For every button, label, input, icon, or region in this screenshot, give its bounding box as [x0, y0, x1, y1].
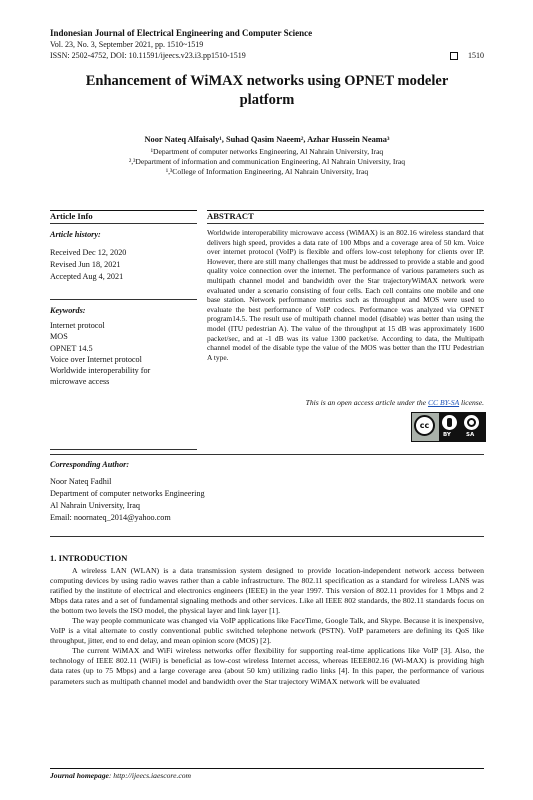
- divider: [50, 299, 197, 300]
- article-history-heading: Article history:: [50, 230, 101, 239]
- paper-title: [50, 72, 484, 110]
- accepted-date: Accepted Aug 4, 2021: [50, 272, 124, 281]
- affiliation-1: ¹Department of computer networks Engineering, Al Nahrain University, Iraq: [150, 147, 384, 156]
- affiliation-2: ²,³Department of information and communication Engineering, Al Nahrain University, Iraq: [128, 157, 406, 166]
- license-note: [207, 398, 484, 407]
- title-line-2: platform: [239, 92, 295, 108]
- attribution-icon: [442, 415, 457, 430]
- volume-line: Vol. 23, No. 3, September 2021, pp. 1510~1519: [50, 40, 204, 49]
- corresponding-author-heading: Corresponding Author:: [50, 460, 130, 469]
- abstract-text: Worldwide interoperability microwave access (WiMAX) is an 802.16 wireless standard that delivers high speed, provides a data rate of 100 Mbps and a coverage area of 50 km. Voice over internet protocol (VoIP) is flexible and offers low-cost telephony for clients over IP. However, there are still many challenges that must be addressed to provide a stable and good quality voice connection over the internet. The performance of various parameters such as multipath channel model and bandwidth over the Star trajectoryWiMAX network were evaluated under a scenario consisting of four cells. Each cell contains one mobile and one base station. Network performance metrics such as throughput and MOS were used to evaluate the best performance of VoIP codecs. Performance was analyzed via OPNET program14.5. The result use of multipath channel model (disable) was better than using the model (ITU pedestrian A). The value of the throughput at 15 dB was approximately 1600 packet/sec, and at -1 dB was its value 1300 packet/se. According to data, the Multipath channel model of the disable type the value of the MOS was better than the ITU Pedestrian A type.: [207, 228, 484, 362]
- page-number: 1510: [468, 51, 484, 60]
- corresponding-email[interactable]: Email: noornateq_2014@yahoo.com: [50, 513, 171, 522]
- page-marker: [450, 51, 484, 60]
- title-line-1: Enhancement of WiMAX networks using OPNET modeler: [85, 73, 449, 89]
- journal-name: Indonesian Journal of Electrical Engineering and Computer Science: [50, 28, 313, 38]
- cc-by-sa-link[interactable]: CC BY-SA: [427, 398, 460, 407]
- issn-line: [50, 51, 484, 60]
- keyword: MOS: [50, 332, 68, 342]
- issn-doi-text: ISSN: 2502-4752, DOI: 10.11591/ijeecs.v23.i3.pp1510-1519: [50, 51, 246, 60]
- homepage-label: Journal homepage: [50, 771, 109, 780]
- divider: [50, 223, 197, 224]
- keyword: OPNET 14.5: [50, 343, 93, 353]
- corresponding-name: Noor Nateq Fadhil: [50, 477, 112, 486]
- badge-sa-label: SA: [466, 432, 475, 438]
- share-alike-icon: [464, 415, 479, 430]
- corresponding-department: Department of computer networks Engineering: [50, 489, 205, 498]
- keyword: Worldwide interoperability for microwave access: [50, 366, 151, 387]
- paragraph: The current WiMAX and WiFi wireless networks offer flexibility for supporting real-time applications like VoIP [3]. Also, the technology of IEEE 802.11 (WiFi) is beneficial as low-cost wireless Internet access, whereas IEEE802.16 (Wi-MAX) is providing high data rates (up to 75 Mbps) and a large coverage area (about 50 km) utilizing radio links [4]. In this paper, the performance of various parameters such as multipath channel model and bandwidth over the Star trajectory WiMAX network will be evaluated: [50, 646, 484, 686]
- license-suffix: license.: [459, 398, 484, 407]
- keyword: Internet protocol: [50, 321, 105, 330]
- keywords-list: [50, 320, 188, 388]
- footer-rule: [50, 768, 484, 769]
- introduction-body: [50, 566, 484, 687]
- affiliation-3: ¹,³College of Information Engineering, Al Nahrain University, Iraq: [165, 167, 369, 176]
- article-info-heading: Article Info: [50, 211, 93, 221]
- paragraph: The way people communicate was changed via VoIP applications like FaceTime, Google Talk, and Skype. Because it is inexpensive, VoIP is a vital alternate to costly conventional public switched telephone network (PSTN). VoIP parameters are defining its QoS like throughput, jitter, end to end delay, and mean opinion score (MOS) [2].: [50, 616, 484, 646]
- divider: [50, 454, 484, 455]
- journal-homepage: [50, 771, 191, 780]
- authors: Noor Nateq Alfaisaly¹, Suhad Qasim Naeem², Azhar Hussein Neama³: [144, 135, 390, 144]
- creative-commons-icon: cc: [414, 415, 435, 436]
- homepage-url[interactable]: : http://ijeecs.iaescore.com: [108, 771, 192, 780]
- divider: [207, 223, 484, 224]
- introduction-heading: 1. INTRODUCTION: [50, 553, 128, 563]
- abstract-heading: ABSTRACT: [207, 211, 254, 221]
- paragraph: A wireless LAN (WLAN) is a data transmission system designed to provide location-independent network access between computing devices by using radio waves rather than a cable infrastructure. The 802.11 specification as a standard for wireless LANS was ratified by the institute of electrical and electronics engineers (IEEE) in the year 1997. This version of 802.11 provides for 1 Mbps and 2 Mbps data rates and a set of fundamental signaling methods and other services. Like all IEEE 802 standards, the 802.11 standards focus on the bottom two levels the ISO model, the physical layer and link layer [1].: [50, 566, 484, 616]
- square-icon: [450, 52, 458, 60]
- corresponding-university: Al Nahrain University, Iraq: [50, 501, 140, 510]
- keywords-heading: Keywords:: [50, 306, 86, 315]
- license-prefix: This is an open access article under the: [305, 398, 428, 407]
- divider: [50, 449, 197, 450]
- cc-by-sa-badge[interactable]: [411, 412, 486, 442]
- received-date: Received Dec 12, 2020: [50, 248, 127, 257]
- badge-by-label: BY: [443, 432, 451, 438]
- keyword: Voice over Internet protocol: [50, 354, 142, 364]
- divider: [50, 536, 484, 537]
- revised-date: Revised Jun 18, 2021: [50, 260, 121, 269]
